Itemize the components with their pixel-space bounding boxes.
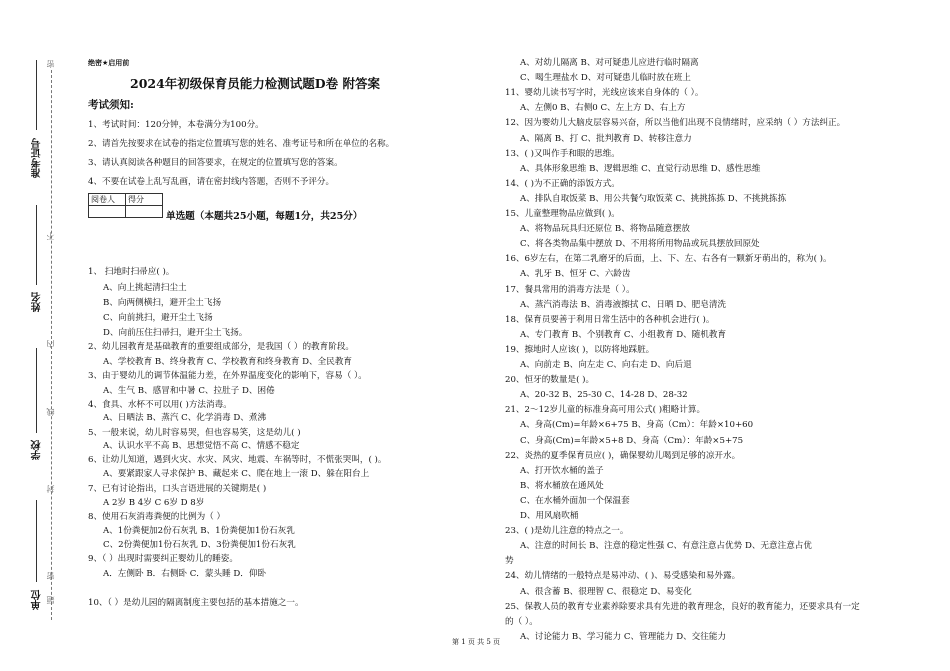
answer-option: A 2岁 B 4岁 C 6岁 D 8岁 bbox=[103, 498, 205, 508]
answer-option: A．左侧卧 B．右侧卧 C．蒙头睡 D．仰卧 bbox=[103, 569, 267, 579]
question-stem: 22、炎热的夏季保育员应( )，确保婴幼儿喝到足够的凉开水。 bbox=[505, 451, 741, 461]
question-stem: 25、保教人员的教育专业素养除要求具有先进的教育理念，良好的教育能力，还要求具有一定 bbox=[505, 602, 860, 612]
answer-option: A、向上挑起清扫尘土 bbox=[103, 283, 187, 293]
note-item: 4、不要在试卷上乱写乱画，请在密封线内答题，否则不予评分。 bbox=[88, 177, 335, 187]
question-stem: 19、擦地时人应该( )，以防将地踩脏。 bbox=[505, 345, 655, 355]
question-stem: 8、使用石灰消毒粪便的比例为（ ） bbox=[88, 512, 226, 522]
answer-option: B、将水桶放在通风处 bbox=[520, 481, 604, 491]
question-stem: 23、( )是幼儿注意的特点之一。 bbox=[505, 526, 629, 536]
page-footer: 第 1 页 共 5 页 bbox=[452, 638, 501, 646]
seal-mark: 不 bbox=[46, 232, 55, 240]
school-label: 学校 bbox=[32, 440, 43, 460]
question-stem: 5、一般来说，幼儿时容易哭，但也容易笑，这是幼儿( ) bbox=[88, 428, 301, 438]
note-item: 2、请首先按要求在试卷的指定位置填写您的姓名、准考证号和所在单位的名称。 bbox=[88, 139, 395, 149]
answer-option: A、向前走 B、向左走 C、向右走 D、向后退 bbox=[520, 360, 692, 370]
question-stem: 16、6岁左右，在第二乳磨牙的后面，上、下、左、右各有一颗新牙萌出的，称为( )。 bbox=[505, 254, 832, 264]
answer-option: A、要紧跟家人寻求保护 B、藏起来 C、爬在地上一滚 D、躲在阳台上 bbox=[103, 469, 370, 479]
answer-option: A、很含蓄 B、很理智 C、很稳定 D、易变化 bbox=[520, 587, 692, 597]
answer-option: A、生气 B、感冒和中暑 C、拉肚子 D、困倦 bbox=[103, 386, 275, 396]
name-label: 姓名 bbox=[32, 292, 43, 312]
section-heading: 单选题（本题共25小题，每题1分，共25分） bbox=[166, 211, 363, 222]
answer-option: A、乳牙 B、恒牙 C、六龄齿 bbox=[520, 269, 631, 279]
question-stem: 1、 扫地时扫帚应( )。 bbox=[88, 267, 175, 277]
answer-option: A、日晒法 B、蒸汽 C、化学消毒 D、煮沸 bbox=[103, 413, 267, 423]
question-stem: 24、幼儿情绪的一般特点是易冲动、( )、易受感染和易外露。 bbox=[505, 571, 741, 581]
question-stem: 10、（ ）是幼儿园的隔离制度主要包括的基本措施之一。 bbox=[88, 598, 304, 608]
answer-option: B、向两侧横扫，避开尘土飞扬 bbox=[103, 298, 222, 308]
question-stem: 6、让幼儿知道，遇到火灾、水灾、风灾、地震、车祸等时，不慌张哭叫，( )。 bbox=[88, 455, 387, 465]
score-input-cell[interactable] bbox=[126, 206, 163, 218]
answer-option: A、20-32 B、25-30 C、14-28 D、28-32 bbox=[520, 390, 688, 400]
answer-option: C、身高(Cm)=年龄×5+8 D、身高（Cm）：年龄×5+75 bbox=[520, 436, 744, 446]
seal-mark: 密 bbox=[46, 572, 55, 580]
exam-number-line bbox=[36, 60, 37, 130]
answer-option: C、将各类物品集中摆放 D、不用将所用物品或玩具摆放回原处 bbox=[520, 239, 760, 249]
note-item: 3、请认真阅读各种题目的回答要求，在规定的位置填写您的答案。 bbox=[88, 158, 343, 168]
unit-line bbox=[36, 500, 37, 582]
name-line bbox=[36, 205, 37, 285]
question-stem: 18、保育员要善于利用日常生活中的各种机会进行( )。 bbox=[505, 315, 715, 325]
exam-number-label: 准考证号 bbox=[32, 138, 43, 178]
answer-option: A、蒸汽消毒法 B、消毒液擦拭 C、日晒 D、肥皂清洗 bbox=[520, 300, 727, 310]
question-stem: 21、2～12岁儿童的标准身高可用公式( )粗略计算。 bbox=[505, 405, 706, 415]
question-stem: 7、已有讨论指出，口头言语进展的关键期是( ) bbox=[88, 484, 267, 494]
question-stem: 9、（ ）出现时需要纠正婴幼儿的睡姿。 bbox=[88, 554, 238, 564]
answer-option: A、认识水平不高 B、思想觉悟不高 C、情感不稳定 bbox=[103, 441, 300, 451]
seal-mark: 题 bbox=[46, 596, 55, 604]
answer-option: A、对幼儿隔离 B、对可疑患儿应进行临时隔离 bbox=[520, 58, 699, 68]
answer-option: A、身高(Cm)=年龄×6+75 B、身高（Cm）：年龄×10+60 bbox=[520, 420, 754, 430]
answer-option: C、2份粪便加1份石灰乳 D、3份粪便加1份石灰乳 bbox=[103, 540, 296, 550]
question-stem: 14、( )为不正确的添饭方式。 bbox=[505, 179, 620, 189]
question-stem: 12、因为婴幼儿大脑皮层容易兴奋，所以当他们出现不良情绪时，应采纳（ ）方法纠正。 bbox=[505, 118, 846, 128]
question-stem: 17、餐具常用的消毒方法是（ ）。 bbox=[505, 285, 635, 295]
question-stem: 13、( )又叫作手和眼的思维。 bbox=[505, 149, 620, 159]
answer-option: C、向前挑扫，避开尘土飞扬 bbox=[103, 313, 213, 323]
answer-option: A、排队自取饭菜 B、用公共餐勺取饭菜 C、挑挑拣拣 D、不挑挑拣拣 bbox=[520, 194, 787, 204]
answer-option: A、隔离 B、打 C、批判教育 D、转移注意力 bbox=[520, 134, 692, 144]
note-item: 1、考试时间：120分钟，本卷满分为100分。 bbox=[88, 120, 264, 130]
question-stem: 15、儿童整理物品应做到( )。 bbox=[505, 209, 620, 219]
question-stem: 3、由于婴幼儿的调节体温能力差，在外界温度变化的影响下，容易（ ）。 bbox=[88, 371, 367, 381]
seal-mark: 线 bbox=[46, 408, 55, 416]
answer-option: A、1份粪便加2份石灰乳 B、1份粪便加1份石灰乳 bbox=[103, 526, 295, 536]
grader-input-cell[interactable] bbox=[89, 206, 126, 218]
answer-option: A、专门教育 B、个别教育 C、小组教育 D、随机教育 bbox=[520, 330, 727, 340]
answer-option: C、喝生理盐水 D、对可疑患儿临时放在班上 bbox=[520, 73, 691, 83]
seal-mark: 内 bbox=[46, 340, 55, 348]
answer-option: C、在水桶外面加一个保温套 bbox=[520, 496, 630, 506]
seal-mark: 封 bbox=[46, 485, 55, 493]
answer-option: A、左侧0 B、右侧0 C、左上方 D、右上方 bbox=[520, 103, 686, 113]
question-stem: 2、幼儿园教育是基础教育的重要组成部分，是我国（ ）的教育阶段。 bbox=[88, 342, 355, 352]
answer-option: A、讨论能力 B、学习能力 C、管理能力 D、交往能力 bbox=[520, 632, 727, 642]
answer-option: A、学校教育 B、终身教育 C、学校教育和终身教育 D、全民教育 bbox=[103, 357, 353, 367]
grader-cell: 阅卷人 bbox=[89, 194, 126, 206]
binding-margin bbox=[0, 0, 62, 671]
unit-label: 单位 bbox=[32, 590, 43, 610]
question-stem: 11、婴幼儿读书写字时，光线应该来自身体的（ ）。 bbox=[505, 88, 704, 98]
score-table bbox=[88, 193, 163, 218]
page-title: 2024年初级保育员能力检测试题D卷 附答案 bbox=[130, 76, 380, 91]
answer-option: A、具体形象思维 B、逻辑思维 C、直觉行动思维 D、感性思维 bbox=[520, 164, 761, 174]
answer-option: A、将物品玩具归还原位 B、将物品随意摆放 bbox=[520, 224, 690, 234]
answer-option: 势 bbox=[505, 556, 514, 566]
answer-option: A、打开饮水桶的盖子 bbox=[520, 466, 604, 476]
notes-heading: 考试须知: bbox=[88, 99, 134, 111]
seal-mark: 密 bbox=[46, 60, 55, 68]
school-line bbox=[36, 348, 37, 433]
answer-option: 的（ ）。 bbox=[505, 617, 538, 627]
score-cell: 得分 bbox=[126, 194, 163, 206]
answer-option: D、用风扇吹桶 bbox=[520, 511, 579, 521]
question-stem: 4、食具、水杯不可以用( )方法消毒。 bbox=[88, 400, 232, 410]
secret-mark: 绝密★启用前 bbox=[88, 59, 130, 67]
answer-option: A、注意的时间长 B、注意的稳定性强 C、有意注意占优势 D、无意注意占优 bbox=[520, 541, 812, 551]
question-stem: 20、恒牙的数量是( )。 bbox=[505, 375, 595, 385]
answer-option: D、向前压住扫帚扫，避开尘土飞扬。 bbox=[103, 328, 248, 338]
